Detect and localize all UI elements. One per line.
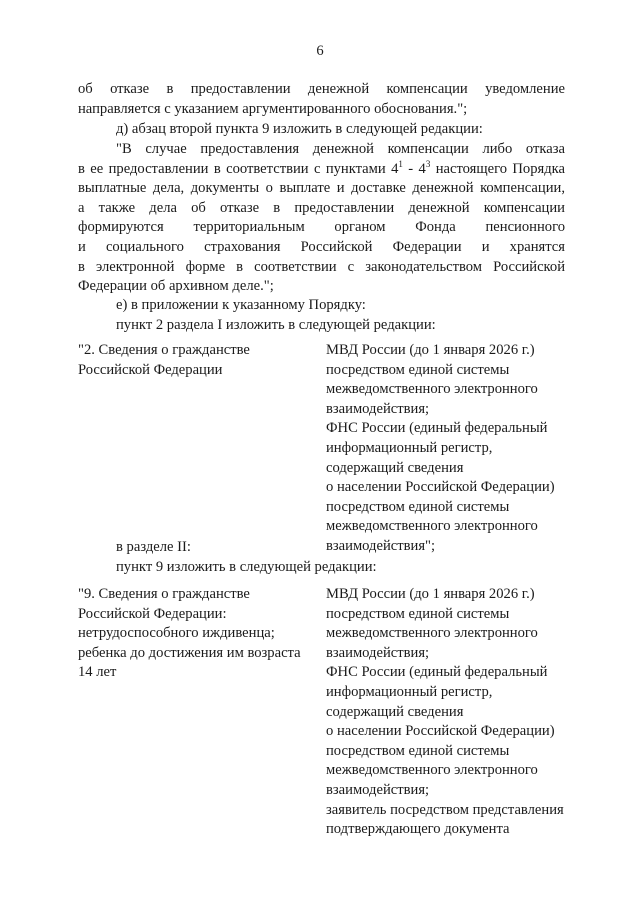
cell-line: межведомственного электронного [326, 381, 538, 398]
cell-line: информационный регистр, [326, 683, 493, 700]
table-cell-right [326, 341, 576, 557]
cell-line: Российской Федерации: [78, 605, 227, 622]
cell-line: содержащий сведения [326, 459, 464, 476]
cell-line: 14 лет [78, 664, 117, 681]
text-line: Федерации об архивном деле."; [78, 278, 274, 295]
quoted-amendment [78, 140, 565, 297]
cell-line: "2. Сведения о гражданстве [78, 342, 250, 358]
cell-line: информационный регистр, [326, 439, 493, 456]
item-e [78, 296, 565, 335]
text-line: и социального страхования Российской Федерации и хранятся [78, 238, 565, 255]
text-line: в разделе II: [116, 539, 191, 555]
cell-line: о населении Российской Федерации) [326, 723, 555, 740]
text-line: а также дела об отказе в предоставлении денежной компенсации [78, 199, 565, 216]
section-2 [78, 538, 565, 577]
cell-line: МВД России (до 1 января 2026 г.) [326, 342, 535, 358]
cell-line: посредством единой системы [326, 742, 510, 759]
cell-line: межведомственного электронного [326, 762, 538, 779]
cell-line: взаимодействия; [326, 644, 430, 661]
cell-line: взаимодействия; [326, 781, 430, 798]
cell-line: нетрудоспособного иждивенца; [78, 625, 275, 642]
text-line: "В случае предоставления денежной компенсации либо отказа [116, 141, 565, 157]
cell-line: заявитель посредством представления [326, 801, 564, 818]
cell-line: взаимодействия"; [326, 537, 436, 554]
text-line: в электронной форме в соответствии с законодательством Российской [78, 258, 565, 275]
item-d [78, 120, 565, 140]
table-cell-right [326, 585, 576, 840]
text-line: е) в приложении к указанному Порядку: [116, 297, 366, 313]
cell-line: посредством единой системы [326, 361, 510, 378]
cell-line: ребенка до достижения им возраста [78, 644, 301, 661]
table-cell-left [78, 341, 293, 380]
text-line: об отказе в предоставлении денежной компенсации уведомление [78, 81, 565, 97]
cell-line: ФНС России (единый федеральный [326, 664, 548, 681]
cell-line: ФНС России (единый федеральный [326, 420, 548, 437]
text-line: выплатные дела, документы о выплате и доставке денежной компенсации, [78, 180, 565, 197]
cell-line: о населении Российской Федерации) [326, 479, 555, 496]
cell-line: межведомственного электронного [326, 625, 538, 642]
text-line: формируются территориальным органом Фонда пенсионного [78, 219, 565, 236]
text-line: пункт 9 изложить в следующей редакции: [116, 558, 377, 575]
text-line: направляется с указанием аргументированного обоснования."; [78, 100, 468, 117]
cell-line: Российской Федерации [78, 361, 223, 378]
text-line: пункт 2 раздела I изложить в следующей редакции: [116, 316, 436, 333]
cell-line: взаимодействия; [326, 400, 430, 417]
table-cell-left [78, 585, 301, 683]
intro-paragraph [78, 80, 565, 119]
cell-line: посредством единой системы [326, 605, 510, 622]
text-line: д) абзац второй пункта 9 изложить в следующей редакции: [116, 121, 483, 137]
cell-line: посредством единой системы [326, 498, 510, 515]
cell-line: МВД России (до 1 января 2026 г.) [326, 586, 535, 602]
cell-line: межведомственного электронного [326, 518, 538, 535]
cell-line: подтверждающего документа [326, 821, 510, 838]
cell-line: "9. Сведения о гражданстве [78, 586, 250, 602]
text-line: в ее предоставлении в соответствии с пунктами $4^1 - 4^3$ настоящего Порядка [78, 158, 565, 177]
cell-line: содержащий сведения [326, 703, 464, 720]
page-number: 6 [316, 43, 324, 59]
